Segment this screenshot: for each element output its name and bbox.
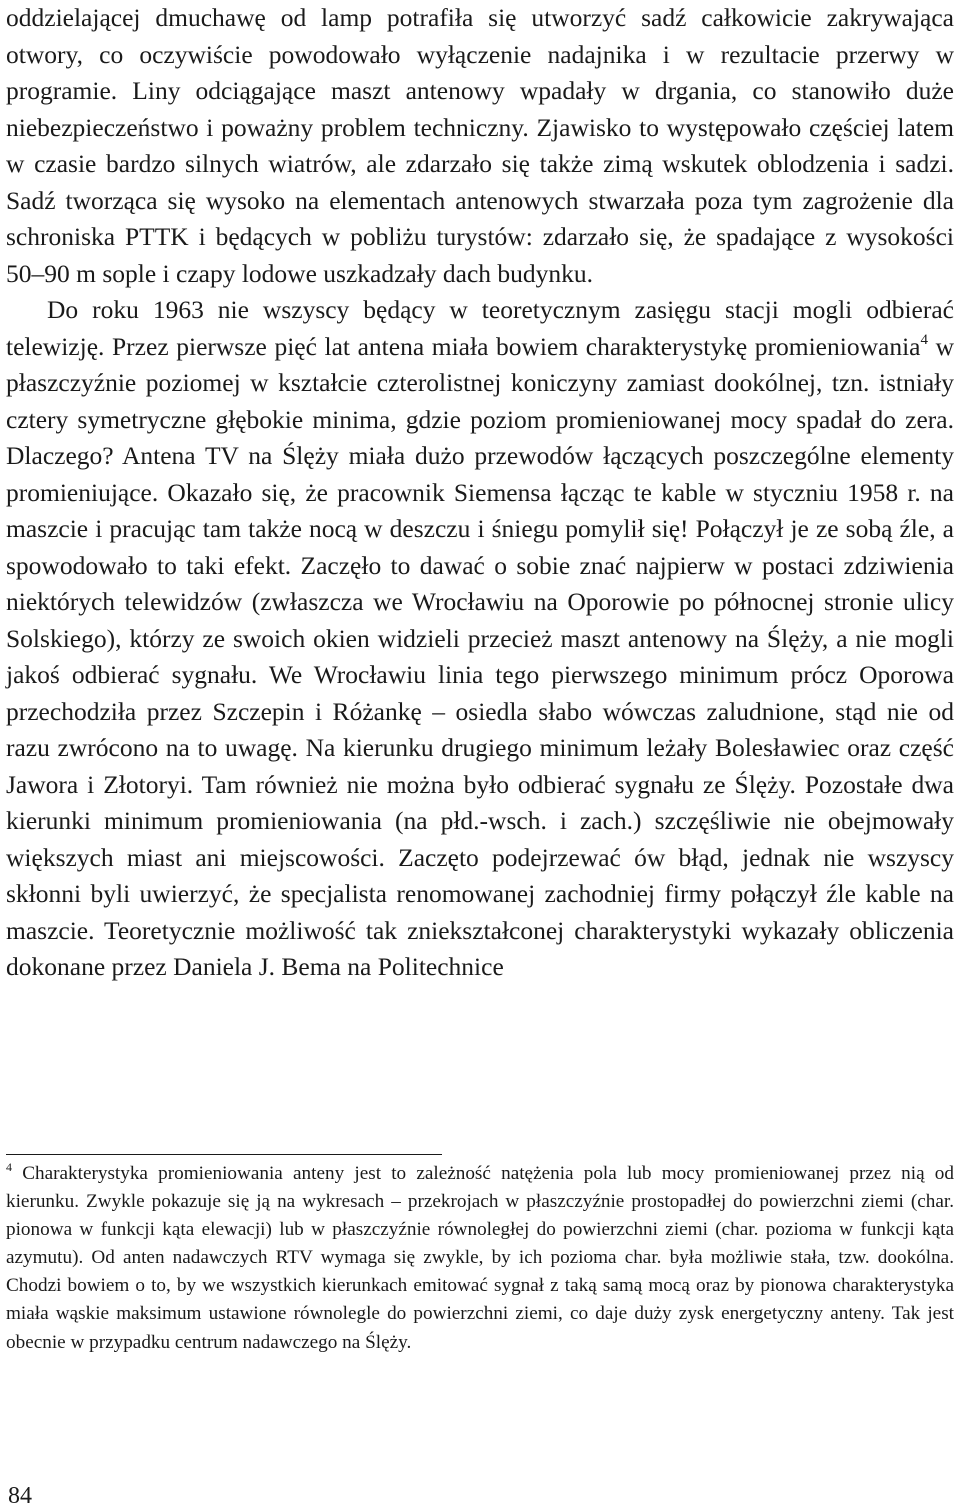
footnote-text: Charakterystyka promieniowania anteny jest to zależność natężenia pola lub mocy promieniowanej przez nią od kierunku. Zwykle pokazuje się ją na wykresach – przekrojach w płaszczyźnie prostopadłej do powierzchni ziemi (char. pionowa w funkcji kąta elewacji) lub w płaszczyźnie równoległej do powierzchni ziemi (char. pozioma w funkcji kąta azymutu). Od anten nadawczych RTV wymaga się zwykle, by ich pozioma char. była możliwie stała, tzw. dookólna. Chodzi bowiem o to, by we wszystkich kierunkach emitować sygnał z taką samą mocą oraz by pionowa charakterystyka miała wąskie maksimum ustawione równolegle do powierzchni ziemi, co daje duży zysk energetyczny anteny. Tak jest obecnie w przypadku centrum nadawczego na Ślęży. [6, 1163, 954, 1353]
paragraph-2 [6, 292, 954, 986]
paragraph-2-part-2: w płaszczyźnie poziomej w kształcie czterolistnej koniczyny zamiast dookólnej, tzn. istniały cztery symetryczne głębokie minima, gdzie poziom promieniowanej mocy spadał do zera. Dlaczego? Antena TV na Ślęży miała dużo przewodów łączących poszczególne elementy promieniujące. Okazało się, że pracownik Siemensa łącząc te kable w styczniu 1958 r. na maszcie i pracując tam także nocą w deszczu i śniegu pomylił się! Połączył je ze sobą źle, a spowodowało to taki efekt. Zaczęło to dawać o sobie znać najpierw w postaci zdziwienia niektórych telewidzów (zwłaszcza we Wrocławiu na Oporowie po północnej stronie ulicy Solskiego), którzy ze swoich okien widzieli przecież maszt antenowy na Ślęży, a nie mogli jakoś odbierać sygnału. We Wrocławiu linia tego pierwszego minimum prócz Oporowa przechodziła przez Szczepin i Różankę – osiedla słabo wówczas zaludnione, stąd nie od razu zwrócono na to uwagę. Na kierunku drugiego minimum leżały Bolesławiec oraz część Jawora i Złotoryi. Tam również nie można było odbierać sygnału ze Ślęży. Pozostałe dwa kierunki minimum promieniowania (na płd.-wsch. i zach.) szczęśliwie nie obejmowały większych miast ani miejscowości. Zaczęto podejrzewać ów błąd, jednak nie wszyscy skłonni byli uwierzyć, że specjalista renomowanej zachodniej firmy połączył źle kable na maszcie. Teoretycznie możliwość tak zniekształconej charakterystyki wykazały obliczenia dokonane przez Daniela J. Bema na Politechnice [6, 331, 955, 981]
footnotes [6, 1160, 954, 1357]
footnote-4 [6, 1160, 954, 1357]
paragraph-1: oddzielającej dmuchawę od lamp potrafiła się utworzyć sadź całkowicie zakrywająca otwory, co oczywiście powodowało wyłączenie nadajnika i w rezultacie przerwy w programie. Liny odciągające maszt antenowy wpadały w drgania, co stanowiło duże niebezpieczeństwo i poważny problem techniczny. Zjawisko to występowało częściej latem w czasie bardzo silnych wiatrów, ale zdarzało się także zimą wskutek oblodzenia i sadzi. Sadź tworząca się wysoko na elementach antenowych stwarzała poza tym zagrożenie dla schroniska PTTK i będących w pobliżu turystów: zdarzało się, że spadające z wysokości 50–90 m sople i czapy lodowe uszkadzały dach budynku. [6, 3, 954, 288]
page-number: 84 [8, 1483, 32, 1509]
page [6, 0, 954, 986]
footnote-number: 4 [6, 1160, 12, 1174]
footnote-separator [6, 1154, 442, 1155]
paragraph-2-part-1: Do roku 1963 nie wszyscy będący w teoretycznym zasięgu stacji mogli odbierać telewizję. Przez pierwsze pięć lat antena miała bowiem charakterystykę promieniowania [6, 295, 954, 361]
footnote-reference[interactable]: 4 [920, 331, 928, 348]
body-text [6, 0, 954, 986]
